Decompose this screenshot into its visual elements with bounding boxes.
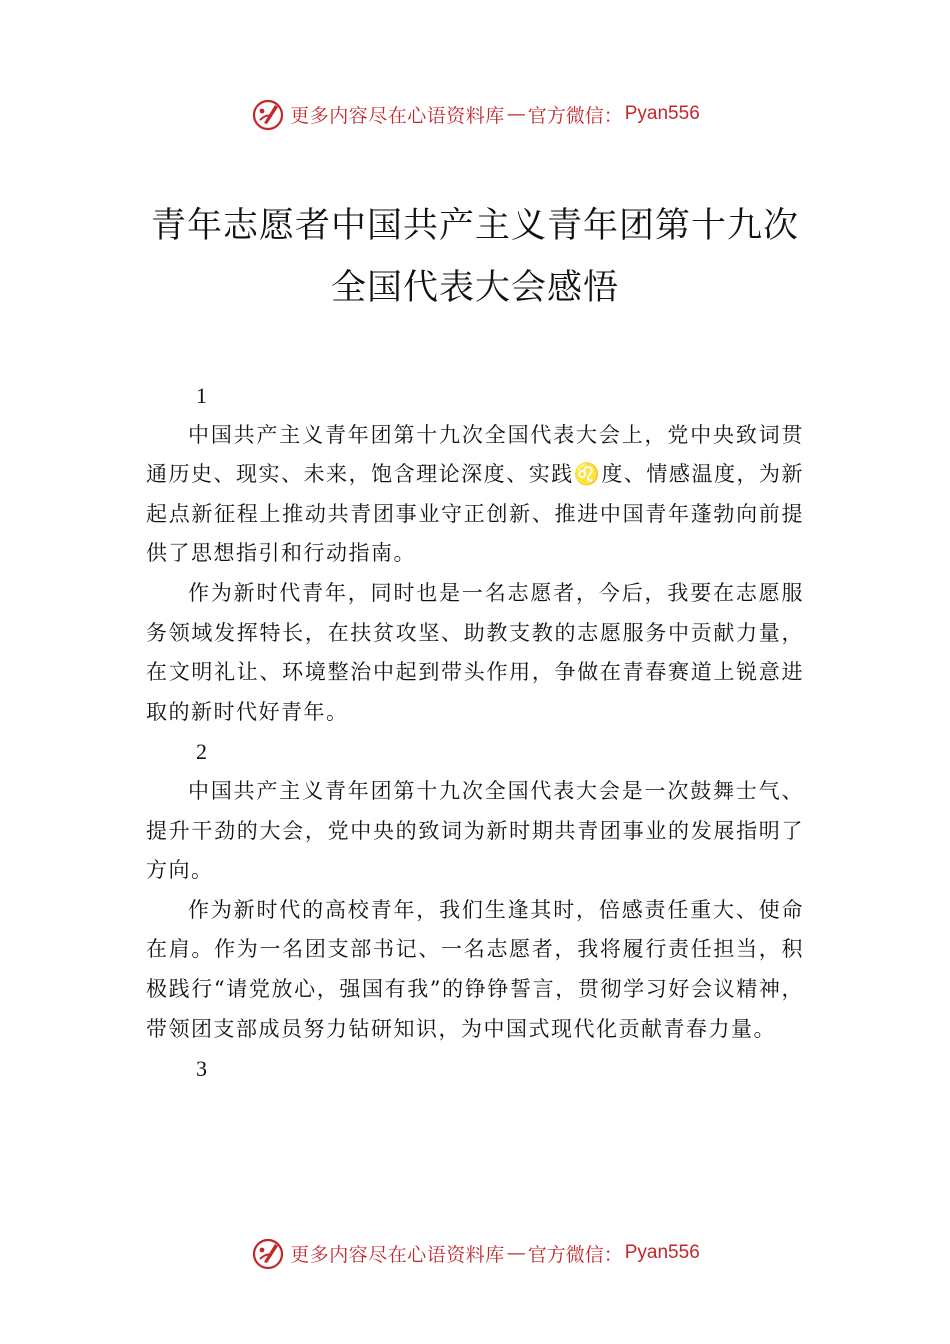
paragraph: 中国共产主义青年团第十九次全国代表大会是一次鼓舞士气、提升干劲的大会，党中央的致词为新时期共青团事业的发展指明了方向。 <box>146 778 804 883</box>
title-line-2: 全国代表大会感悟 <box>330 268 619 308</box>
banner-wechat-id: Pyan556 <box>624 1242 700 1263</box>
quill-logo-icon <box>250 1235 286 1271</box>
footer-banner <box>0 1233 950 1273</box>
document-title <box>0 195 950 319</box>
paragraph: 作为新时代的高校青年，我们生逢其时，倍感责任重大、使命在肩。作为一名团支部书记、一名志愿者，我将履行责任担当，积极践行“请党放心，强国有我”的铮铮誓言，贯彻学习好会议精神，带领团支部成员努力钻研知识，为中国式现代化贡献青春力量。 <box>146 897 804 1041</box>
banner-official-label: 官方微信： <box>527 104 623 127</box>
banner-slogan: 更多内容尽在心语资料库 <box>290 104 505 127</box>
paragraph: 作为新时代青年，同时也是一名志愿者，今后，我要在志愿服务领域发挥特长，在扶贫攻坚、助教支教的志愿服务中贡献力量，在文明礼让、环境整治中起到带头作用，争做在青春赛道上锐意进取的新时代好青年。 <box>146 580 804 724</box>
section-number: 3 <box>196 1056 209 1082</box>
section-number: 2 <box>196 739 209 765</box>
paragraph: 中国共产主义青年团第十九次全国代表大会上，党中央致词贯通历史、现实、未来，饱含理论深度、实践♌度、情感温度，为新起点新征程上推动共青团事业守正创新、推进中国青年蓬勃向前提供了思想指引和行动指南。 <box>146 422 804 566</box>
header-banner <box>0 94 950 134</box>
section-number: 1 <box>196 383 209 408</box>
quill-logo-icon <box>250 96 286 132</box>
banner-wechat-id: Pyan556 <box>624 103 700 124</box>
banner-slogan: 更多内容尽在心语资料库 <box>290 1243 505 1266</box>
title-line-1: 青年志愿者中国共产主义青年团第十九次 <box>150 206 799 246</box>
document-body <box>146 376 804 1089</box>
banner-dash: — <box>506 1242 526 1264</box>
banner-official-label: 官方微信： <box>527 1243 623 1266</box>
banner-dash: — <box>506 103 526 125</box>
